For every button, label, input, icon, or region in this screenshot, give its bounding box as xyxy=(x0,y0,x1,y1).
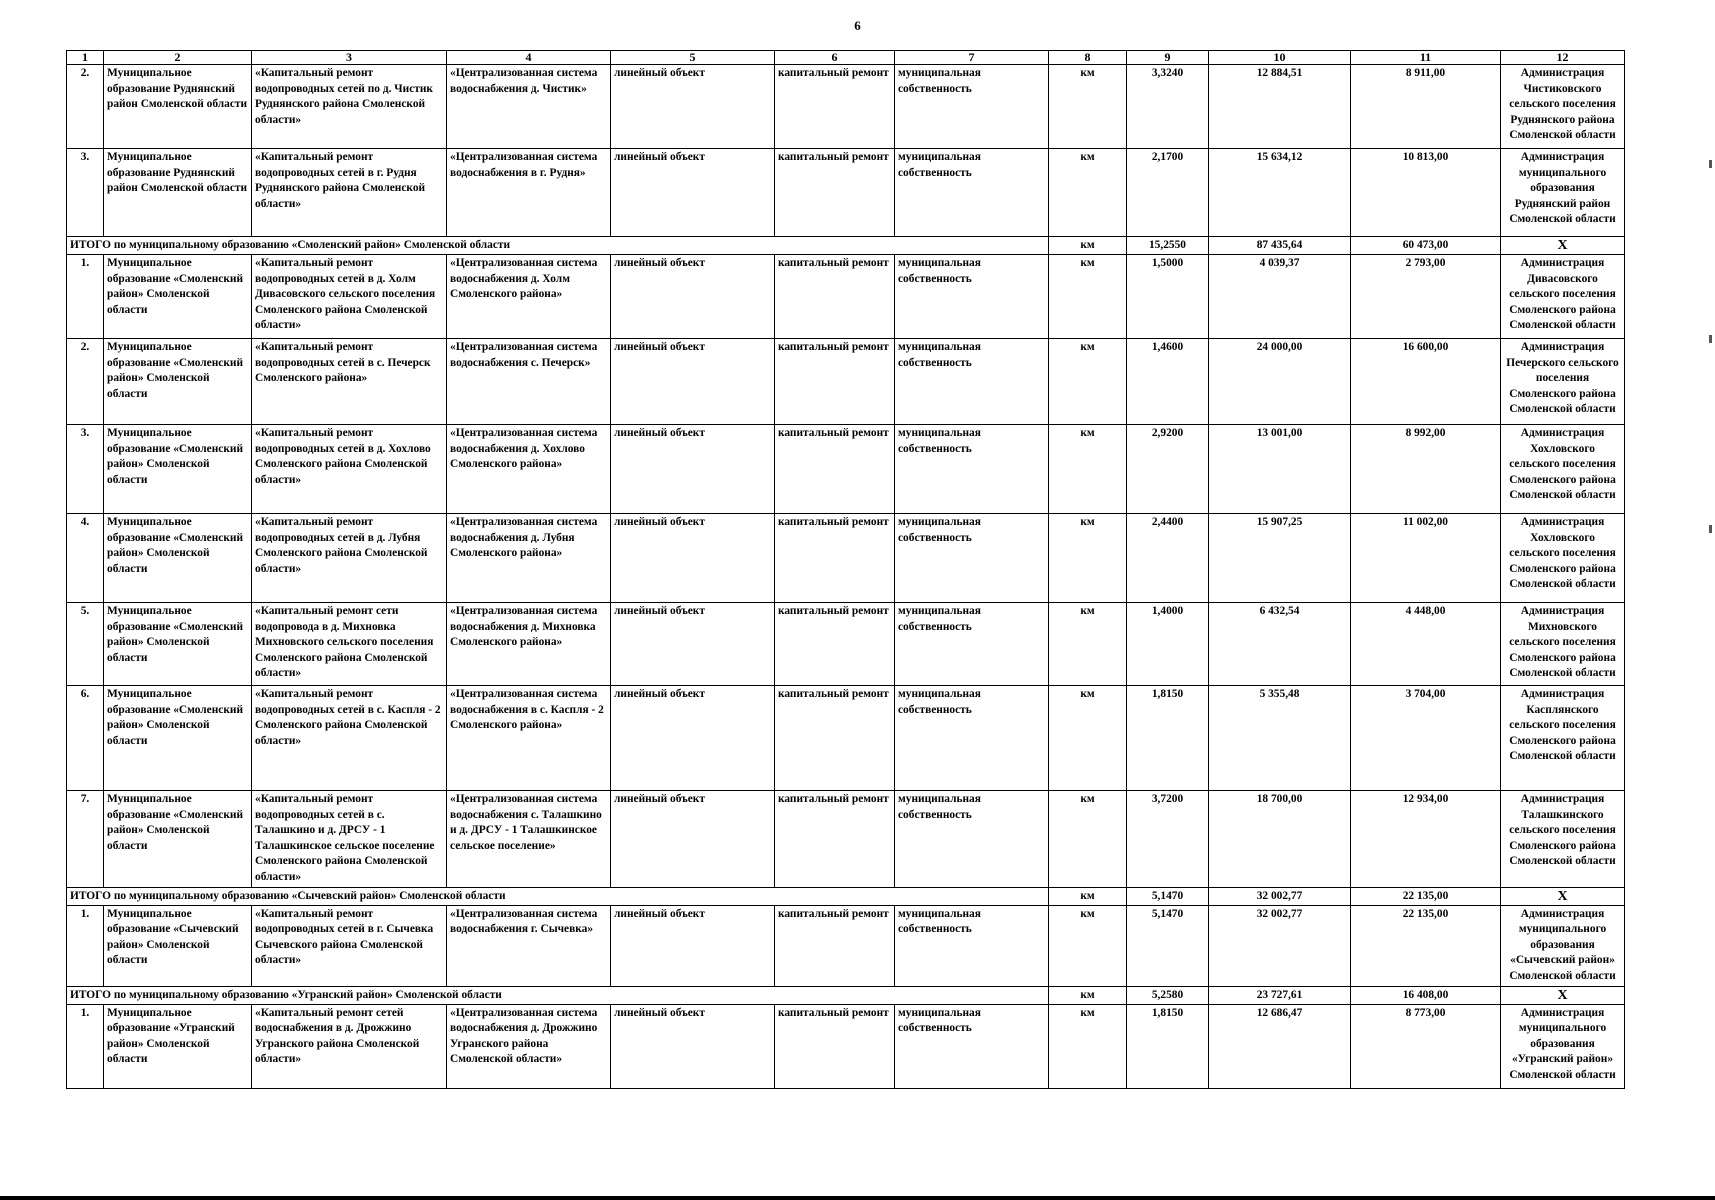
column-number-row xyxy=(67,51,1625,65)
project-name-cell: «Капитальный ремонт водопроводных сетей в г. Сычевка Сычевского района Смоленской области» xyxy=(252,905,447,986)
municipality-cell: Муниципальное образование «Смоленский район» Смоленской области xyxy=(104,425,252,514)
row-number: 4. xyxy=(67,514,104,603)
row-number: 7. xyxy=(67,791,104,888)
table-row xyxy=(67,255,1625,339)
unit-cell: км xyxy=(1049,986,1127,1004)
length-cell: 2,1700 xyxy=(1127,149,1209,237)
length-cell: 2,9200 xyxy=(1127,425,1209,514)
column-number: 12 xyxy=(1501,51,1625,65)
responsible-cell: Администрация Дивасовского сельского поселения Смоленского района Смоленской области xyxy=(1501,255,1625,339)
responsible-cell: Администрация Михновского сельского поселения Смоленского района Смоленской области xyxy=(1501,603,1625,686)
responsible-cell: Администрация муниципального образования Руднянский район Смоленской области xyxy=(1501,149,1625,237)
object-type-cell: линейный объект xyxy=(611,603,775,686)
project-name-cell: «Капитальный ремонт водопроводных сетей в д. Хохлово Смоленского района Смоленской области» xyxy=(252,425,447,514)
budget-cell: 2 793,00 xyxy=(1351,255,1501,339)
object-type-cell: линейный объект xyxy=(611,149,775,237)
work-type-cell: капитальный ремонт xyxy=(775,686,895,791)
cost-cell: 18 700,00 xyxy=(1209,791,1351,888)
municipality-cell: Муниципальное образование «Смоленский район» Смоленской области xyxy=(104,339,252,425)
cost-cell: 4 039,37 xyxy=(1209,255,1351,339)
object-type-cell: линейный объект xyxy=(611,65,775,149)
object-name-cell: «Централизованная система водоснабжения в г. Рудня» xyxy=(447,149,611,237)
object-name-cell: «Централизованная система водоснабжения д. Михновка Смоленского района» xyxy=(447,603,611,686)
cost-cell: 87 435,64 xyxy=(1209,237,1351,255)
total-label: ИТОГО по муниципальному образованию «Сычевский район» Смоленской области xyxy=(67,887,1049,905)
budget-cell: 22 135,00 xyxy=(1351,887,1501,905)
ownership-cell: муниципальная собственность xyxy=(895,255,1049,339)
responsible-cell: Администрация Хохловского сельского поселения Смоленского района Смоленской области xyxy=(1501,514,1625,603)
responsible-cell: Администрация Хохловского сельского поселения Смоленского района Смоленской области xyxy=(1501,425,1625,514)
length-cell: 5,1470 xyxy=(1127,905,1209,986)
object-type-cell: линейный объект xyxy=(611,791,775,888)
work-type-cell: капитальный ремонт xyxy=(775,149,895,237)
object-type-cell: линейный объект xyxy=(611,425,775,514)
budget-cell: 8 992,00 xyxy=(1351,425,1501,514)
object-name-cell: «Централизованная система водоснабжения д. Хохлово Смоленского района» xyxy=(447,425,611,514)
length-cell: 5,2580 xyxy=(1127,986,1209,1004)
municipality-cell: Муниципальное образование «Смоленский район» Смоленской области xyxy=(104,514,252,603)
object-name-cell: «Централизованная система водоснабжения в с. Каспля - 2 Смоленского района» xyxy=(447,686,611,791)
table-row xyxy=(67,1004,1625,1088)
table-row xyxy=(67,425,1625,514)
table-row xyxy=(67,514,1625,603)
table-row xyxy=(67,791,1625,888)
column-number: 6 xyxy=(775,51,895,65)
length-cell: 3,7200 xyxy=(1127,791,1209,888)
ownership-cell: муниципальная собственность xyxy=(895,603,1049,686)
length-cell: 5,1470 xyxy=(1127,887,1209,905)
length-cell: 1,4000 xyxy=(1127,603,1209,686)
municipality-cell: Муниципальное образование «Смоленский район» Смоленской области xyxy=(104,603,252,686)
scan-mark xyxy=(1709,160,1712,168)
responsible-cell: Администрация Талашкинского сельского поселения Смоленского района Смоленской области xyxy=(1501,791,1625,888)
column-number: 11 xyxy=(1351,51,1501,65)
responsible-cell: Администрация муниципального образования «Угранский район» Смоленской области xyxy=(1501,1004,1625,1088)
object-type-cell: линейный объект xyxy=(611,905,775,986)
responsible-cell: Администрация муниципального образования «Сычевский район» Смоленской области xyxy=(1501,905,1625,986)
length-cell: 1,8150 xyxy=(1127,1004,1209,1088)
work-type-cell: капитальный ремонт xyxy=(775,65,895,149)
work-type-cell: капитальный ремонт xyxy=(775,255,895,339)
municipality-cell: Муниципальное образование «Сычевский район» Смоленской области xyxy=(104,905,252,986)
object-name-cell: «Централизованная система водоснабжения д. Чистик» xyxy=(447,65,611,149)
length-cell: 1,4600 xyxy=(1127,339,1209,425)
budget-cell: 22 135,00 xyxy=(1351,905,1501,986)
column-number: 5 xyxy=(611,51,775,65)
budget-cell: 10 813,00 xyxy=(1351,149,1501,237)
total-label: ИТОГО по муниципальному образованию «Смоленский район» Смоленской области xyxy=(67,237,1049,255)
municipality-cell: Муниципальное образование «Угранский район» Смоленской области xyxy=(104,1004,252,1088)
municipality-cell: Муниципальное образование «Смоленский район» Смоленской области xyxy=(104,791,252,888)
unit-cell: км xyxy=(1049,887,1127,905)
register-table xyxy=(66,50,1625,1089)
length-cell: 15,2550 xyxy=(1127,237,1209,255)
project-name-cell: «Капитальный ремонт водопроводных сетей в с. Талашкино и д. ДРСУ - 1 Талашкинское сельское поселение Смоленского района Смоленской области» xyxy=(252,791,447,888)
empty-marker: Х xyxy=(1501,986,1625,1004)
responsible-cell: Администрация Печерского сельского поселения Смоленского района Смоленской области xyxy=(1501,339,1625,425)
work-type-cell: капитальный ремонт xyxy=(775,339,895,425)
length-cell: 1,5000 xyxy=(1127,255,1209,339)
ownership-cell: муниципальная собственность xyxy=(895,686,1049,791)
unit-cell: км xyxy=(1049,905,1127,986)
total-row xyxy=(67,887,1625,905)
row-number: 1. xyxy=(67,1004,104,1088)
budget-cell: 3 704,00 xyxy=(1351,686,1501,791)
row-number: 2. xyxy=(67,339,104,425)
unit-cell: км xyxy=(1049,149,1127,237)
table-row xyxy=(67,686,1625,791)
length-cell: 3,3240 xyxy=(1127,65,1209,149)
ownership-cell: муниципальная собственность xyxy=(895,905,1049,986)
budget-cell: 12 934,00 xyxy=(1351,791,1501,888)
length-cell: 1,8150 xyxy=(1127,686,1209,791)
column-number: 8 xyxy=(1049,51,1127,65)
object-type-cell: линейный объект xyxy=(611,339,775,425)
unit-cell: км xyxy=(1049,603,1127,686)
scan-edge xyxy=(0,1196,1715,1200)
empty-marker: Х xyxy=(1501,887,1625,905)
row-number: 2. xyxy=(67,65,104,149)
ownership-cell: муниципальная собственность xyxy=(895,149,1049,237)
cost-cell: 5 355,48 xyxy=(1209,686,1351,791)
work-type-cell: капитальный ремонт xyxy=(775,603,895,686)
column-number: 9 xyxy=(1127,51,1209,65)
municipality-cell: Муниципальное образование Руднянский район Смоленской области xyxy=(104,149,252,237)
empty-marker: Х xyxy=(1501,237,1625,255)
ownership-cell: муниципальная собственность xyxy=(895,1004,1049,1088)
budget-cell: 16 408,00 xyxy=(1351,986,1501,1004)
page-number: 6 xyxy=(854,18,861,33)
object-type-cell: линейный объект xyxy=(611,514,775,603)
object-name-cell: «Централизованная система водоснабжения д. Лубня Смоленского района» xyxy=(447,514,611,603)
column-number: 2 xyxy=(104,51,252,65)
column-number: 10 xyxy=(1209,51,1351,65)
length-cell: 2,4400 xyxy=(1127,514,1209,603)
scan-mark xyxy=(1709,335,1712,343)
object-name-cell: «Централизованная система водоснабжения д. Дрожжино Угранского района Смоленской области» xyxy=(447,1004,611,1088)
project-name-cell: «Капитальный ремонт водопроводных сетей в г. Рудня Руднянского района Смоленской области» xyxy=(252,149,447,237)
cost-cell: 12 686,47 xyxy=(1209,1004,1351,1088)
row-number: 6. xyxy=(67,686,104,791)
table-row xyxy=(67,149,1625,237)
unit-cell: км xyxy=(1049,1004,1127,1088)
unit-cell: км xyxy=(1049,65,1127,149)
cost-cell: 32 002,77 xyxy=(1209,905,1351,986)
cost-cell: 15 907,25 xyxy=(1209,514,1351,603)
unit-cell: км xyxy=(1049,255,1127,339)
column-number: 3 xyxy=(252,51,447,65)
unit-cell: км xyxy=(1049,514,1127,603)
ownership-cell: муниципальная собственность xyxy=(895,339,1049,425)
total-row xyxy=(67,237,1625,255)
object-type-cell: линейный объект xyxy=(611,1004,775,1088)
cost-cell: 24 000,00 xyxy=(1209,339,1351,425)
project-name-cell: «Капитальный ремонт сетей водоснабжения в д. Дрожжино Угранского района Смоленской области» xyxy=(252,1004,447,1088)
work-type-cell: капитальный ремонт xyxy=(775,425,895,514)
table-row xyxy=(67,603,1625,686)
project-name-cell: «Капитальный ремонт водопроводных сетей в д. Лубня Смоленского района Смоленской области» xyxy=(252,514,447,603)
work-type-cell: капитальный ремонт xyxy=(775,905,895,986)
unit-cell: км xyxy=(1049,686,1127,791)
row-number: 5. xyxy=(67,603,104,686)
project-name-cell: «Капитальный ремонт сети водопровода в д. Михновка Михновского сельского поселения Смоленского района Смоленской области» xyxy=(252,603,447,686)
responsible-cell: Администрация Чистиковского сельского поселения Руднянского района Смоленской области xyxy=(1501,65,1625,149)
column-number: 7 xyxy=(895,51,1049,65)
budget-cell: 8 773,00 xyxy=(1351,1004,1501,1088)
ownership-cell: муниципальная собственность xyxy=(895,791,1049,888)
cost-cell: 13 001,00 xyxy=(1209,425,1351,514)
budget-cell: 11 002,00 xyxy=(1351,514,1501,603)
object-type-cell: линейный объект xyxy=(611,255,775,339)
budget-cell: 16 600,00 xyxy=(1351,339,1501,425)
cost-cell: 6 432,54 xyxy=(1209,603,1351,686)
total-row xyxy=(67,986,1625,1004)
ownership-cell: муниципальная собственность xyxy=(895,425,1049,514)
municipality-cell: Муниципальное образование Руднянский район Смоленской области xyxy=(104,65,252,149)
object-name-cell: «Централизованная система водоснабжения с. Печерск» xyxy=(447,339,611,425)
municipality-cell: Муниципальное образование «Смоленский район» Смоленской области xyxy=(104,686,252,791)
work-type-cell: капитальный ремонт xyxy=(775,514,895,603)
unit-cell: км xyxy=(1049,425,1127,514)
budget-cell: 8 911,00 xyxy=(1351,65,1501,149)
column-number: 1 xyxy=(67,51,104,65)
work-type-cell: капитальный ремонт xyxy=(775,1004,895,1088)
cost-cell: 15 634,12 xyxy=(1209,149,1351,237)
work-type-cell: капитальный ремонт xyxy=(775,791,895,888)
ownership-cell: муниципальная собственность xyxy=(895,65,1049,149)
project-name-cell: «Капитальный ремонт водопроводных сетей по д. Чистик Руднянского района Смоленской области» xyxy=(252,65,447,149)
project-name-cell: «Капитальный ремонт водопроводных сетей в с. Печерск Смоленского района» xyxy=(252,339,447,425)
row-number: 3. xyxy=(67,149,104,237)
unit-cell: км xyxy=(1049,237,1127,255)
responsible-cell: Администрация Касплянского сельского поселения Смоленского района Смоленской области xyxy=(1501,686,1625,791)
ownership-cell: муниципальная собственность xyxy=(895,514,1049,603)
cost-cell: 32 002,77 xyxy=(1209,887,1351,905)
object-name-cell: «Централизованная система водоснабжения г. Сычевка» xyxy=(447,905,611,986)
row-number: 3. xyxy=(67,425,104,514)
object-name-cell: «Централизованная система водоснабжения с. Талашкино и д. ДРСУ - 1 Талашкинское сельское поселение» xyxy=(447,791,611,888)
object-type-cell: линейный объект xyxy=(611,686,775,791)
total-label: ИТОГО по муниципальному образованию «Угранский район» Смоленской области xyxy=(67,986,1049,1004)
project-name-cell: «Капитальный ремонт водопроводных сетей в с. Каспля - 2 Смоленского района Смоленской области» xyxy=(252,686,447,791)
row-number: 1. xyxy=(67,905,104,986)
budget-cell: 60 473,00 xyxy=(1351,237,1501,255)
object-name-cell: «Централизованная система водоснабжения д. Холм Смоленского района» xyxy=(447,255,611,339)
table-row xyxy=(67,339,1625,425)
municipality-cell: Муниципальное образование «Смоленский район» Смоленской области xyxy=(104,255,252,339)
table-row xyxy=(67,65,1625,149)
row-number: 1. xyxy=(67,255,104,339)
cost-cell: 12 884,51 xyxy=(1209,65,1351,149)
cost-cell: 23 727,61 xyxy=(1209,986,1351,1004)
unit-cell: км xyxy=(1049,791,1127,888)
project-name-cell: «Капитальный ремонт водопроводных сетей в д. Холм Дивасовского сельского поселения Смоленского района Смоленской области» xyxy=(252,255,447,339)
unit-cell: км xyxy=(1049,339,1127,425)
budget-cell: 4 448,00 xyxy=(1351,603,1501,686)
scan-mark xyxy=(1709,525,1712,533)
table-row xyxy=(67,905,1625,986)
column-number: 4 xyxy=(447,51,611,65)
